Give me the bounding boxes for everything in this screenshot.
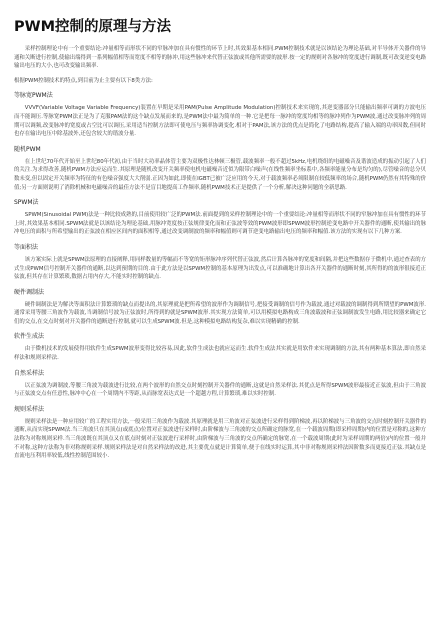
section-body-spwm: SPWM(Sinusoidal PWM)法是一种比较成熟的,目前使用较广泛的PWM法.前面提到的采样控制理论中的一个重要结论:冲量相等而形状不同的窄脉冲加在具有惯性的环节上时,其效果基本相同.SPWM法就是以该结论为理论基础,用脉冲宽度按正弦规律变化而和正弦波等效的PWM波形即SPWM波形控制逆变电路中开关器件的通断,使其输出的脉冲电压的面积与所希望输出的正弦波在相应区间内的面积相等,通过改变调制波的频率和幅值则可调节逆变电路输出电压的频率和幅值.该方法的实现有以下几种方案.: [14, 212, 426, 236]
section-body-software-generation: 由于微机技术的发展使得用软件生成SPWM波形变得比较容易,因此,软件生成法也就应运而生.软件生成法其实就是用软件来实现调制的方法,其有两种基本算法,即自然采样法和规则采样法.: [14, 346, 426, 362]
page-title: PWM控制的原理与方法: [14, 19, 172, 35]
section-body-equal-area: 该方案实际上就是SPWM法原理的直接阐释,用同样数量的等幅而不等宽的矩形脉冲序列代替正弦波,然后计算各脉冲的宽度和间隔,并把这些数据存于微机中,通过查表的方式生成PWM信号控制开关器件的通断,以达到预期的目的.由于此方法是以SPWM控制的基本原理为出发点,可以准确地计算出各开关器件的通断时刻,其所得的的波形很接近正弦波,但其存在计算繁琐,数据占用内存大,不能实时控制的缺点.: [14, 256, 426, 281]
section-heading-regular-sampling: 规则采样法: [14, 405, 45, 413]
section-body-equal-width-pwm: VVVF(Variable Voltage Variable Frequency)装置在早期是采用PAM(Pulse Amplitude Modulation)控制技术来实现的,其逆变器部分只能输出频率可调的方波电压而不能调压.等脉宽PWM法正是为了克服PAM法的这个缺点发展而来的,是PWM法中最为简单的一种.它是把每一脉冲的宽度均相等的脉冲列作为PWM波,通过改变脉冲列的周期可以调频,改变脉冲的宽度或占空比可以调压,采用适当控制方法即可使电压与频率协调变化.相对于PAM法,该方法的优点是简化了电路结构,提高了输入端的功率因数,但同时也存在输出电压中除基波外,还包含较大的谐波分量.: [14, 105, 426, 138]
section-body-regular-sampling: 规则采样法是一种应用较广的工程实用方法,一般采用三角波作为载波.其原理就是用三角波对正弦波进行采样得到阶梯波,再以阶梯波与三角波的交点时刻控制开关器件的通断,从而实现SPWM法.当三角波只在其顶点(或底点)位置对正弦波进行采样时,由阶梯波与三角波的交点所确定的脉宽,在一个载波周期(即采样周期)内的位置是对称的,这种方法称为对称规则采样.当三角波既在其顶点又在底点时刻对正弦波进行采样时,由阶梯波与三角波的交点所确定的脉宽,在一个载波周期(此时为采样周期的两倍)内的位置一般并不对称,这种方法称为非对称规则采样.规则采样法是对自然采样法的改进,其主要优点就是计算简单,便于在线实时运算,其中非对称规则采样法因阶数多而更接近正弦.其缺点是直流电压利用率较低,线性控制范围较小.: [14, 418, 426, 460]
section-body-random-pwm: 在上世纪70年代开始至上世纪80年代初,由于当时大功率晶体管主要为双极性达林顿三极管,载波频率一般不超过5kHz,电机绕组的电磁噪音及谐波造成的振动引起了人们的关注.为求得改善,随机PWM方法应运而生.其原理是随机改变开关频率使电机电磁噪音近似为限带白噪声(在线性频率坐标系中,各频率能量分布是均匀的),尽管噪音的总分贝数未变,但以固定开关频率为特征的有色噪音强度大大削弱.正因为如此,即使在IGBT已被广泛应用的今天,对于载波频率必须限制在较低频率的场合,随机PWM仍然有其特殊的价值;另一方面则说明了消除机械和电磁噪音的最佳方法不是盲目地提高工作频率,随机PWM技术正是提供了一个分析,解决这种问题的全新思路.: [14, 158, 426, 191]
section-heading-equal-area: 等面积法: [14, 243, 39, 251]
section-heading-natural-sampling: 自然采样法: [14, 369, 45, 377]
lead-paragraph: 根据PWM控制技术的特点,到目前为止主要有以下8类方法:: [14, 77, 153, 84]
section-heading-random-pwm: 随机PWM: [14, 145, 41, 153]
intro-paragraph: 采样控制理论中有一个重要结论:冲量相等而形状不同的窄脉冲加在具有惯性的环节上时,其效果基本相同.PWM控制技术就是以该结论为理论基础,对半导体开关器件的导通和关断进行控制,使输出端得到一系列幅值相等而宽度不相等的脉冲,用这些脉冲来代替正弦波或其他所需要的波形.按一定的规则对各脉冲的宽度进行调制,既可改变逆变电路输出电压的大小,也可改变输出频率.: [14, 46, 426, 70]
section-heading-software-generation: 软件生成法: [14, 333, 45, 341]
section-body-hardware-modulation: 硬件调制法是为解决等面积法计算繁琐的缺点而提出的,其原理就是把所希望的波形作为调制信号,把接受调制的信号作为载波,通过对载波的调制得到所期望的PWM波形.通常采用等腰三角波作为载波,当调制信号波为正弦波时,所得到的就是SPWM波形.其实现方法简单,可以用模拟电路构成三角波载波和正弦调制波发生电路,用比较器来确定它们的交点,在交点时刻对开关器件的通断进行控制,就可以生成SPWM波.但是,这种模拟电路结构复杂,难以实现精确的控制.: [14, 301, 426, 325]
section-heading-equal-width-pwm: 等脉宽PWM法: [14, 92, 53, 100]
section-heading-hardware-modulation: 硬件调制法: [14, 288, 45, 296]
section-heading-spwm: SPWM法: [14, 199, 39, 207]
section-body-natural-sampling: 以正弦波为调制波,等腰三角波为载波进行比较,在两个波形的自然交点时刻控制开关器件的通断,这就是自然采样法.其优点是所得SPWM波形最接近正弦波,但由于三角波与正弦波交点有任意性,脉冲中心在一个周期内不等距,从而脉宽表达式是一个超越方程,计算繁琐,难以实时控制.: [14, 382, 426, 398]
